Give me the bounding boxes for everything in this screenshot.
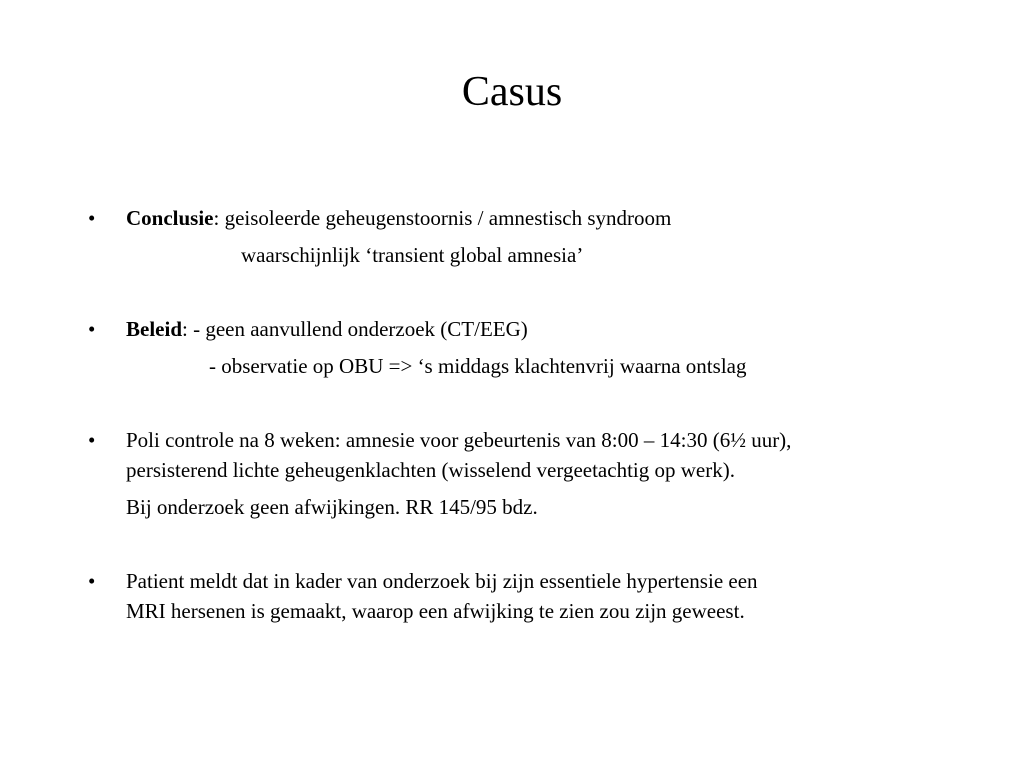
bullet-text: : - geen aanvullend onderzoek (CT/EEG) bbox=[182, 317, 528, 341]
bullet-continuation: - observatie op OBU => ‘s middags klachtenvrij waarna ontslag bbox=[209, 354, 747, 378]
bullet-label: Conclusie bbox=[126, 206, 214, 230]
bullet-conclusie bbox=[126, 205, 671, 231]
bullet-poli-line1: Poli controle na 8 weken: amnesie voor gebeurtenis van 8:00 – 14:30 (6½ uur), bbox=[126, 428, 792, 452]
bullet-patient-line1: Patient meldt dat in kader van onderzoek bij zijn essentiele hypertensie een bbox=[126, 569, 758, 593]
bullet-continuation: waarschijnlijk ‘transient global amnesia’ bbox=[241, 243, 584, 267]
bullet-marker: • bbox=[88, 317, 96, 341]
bullet-marker: • bbox=[88, 206, 96, 230]
bullet-poli-line2: persisterend lichte geheugenklachten (wisselend vergeetachtig op werk). bbox=[126, 458, 735, 482]
bullet-marker: • bbox=[88, 569, 96, 593]
bullet-text: : geisoleerde geheugenstoornis / amnestisch syndroom bbox=[213, 206, 672, 230]
bullet-marker: • bbox=[88, 428, 96, 452]
bullet-patient-line2: MRI hersenen is gemaakt, waarop een afwijking te zien zou zijn geweest. bbox=[126, 599, 745, 623]
bullet-beleid bbox=[126, 316, 528, 342]
slide-title: Casus bbox=[461, 69, 563, 115]
bullet-label: Beleid bbox=[126, 317, 182, 341]
bullet-poli-line3: Bij onderzoek geen afwijkingen. RR 145/95 bdz. bbox=[126, 495, 538, 519]
